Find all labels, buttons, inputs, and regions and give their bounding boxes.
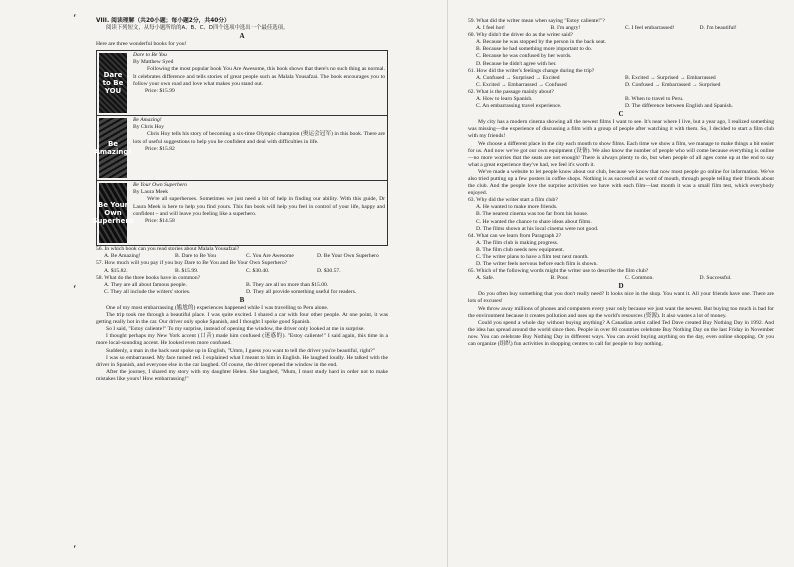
book-entry <box>92 180 387 245</box>
book-description: Following the most popular book You Are Awesome, this book shows that there's no such thing as normal. It celebrates difference and tells stories of great people such as Malala Yousafzai. The book encourages you to follow your own road and love what makes you stand out. <box>133 66 385 87</box>
option-a[interactable]: A. Confused → Surprised → Excited <box>476 74 560 81</box>
question-stem: 62. What is the passage mainly about? <box>468 88 554 95</box>
right-column <box>468 18 774 348</box>
passage-paragraph: Could you spend a whole day without buying anything? A Canadian artist called Ted Dave created Buy Nothing Day in 1992. And the idea has spread around the world since then. People in over 60 countries celebrate Buy Nothing Day on the last Friday in November now. You can celebrate Buy Nothing Day in different ways. You can avoid buying anything on the day, even online shopping. Or you can organize (组织) fun activities in shopping centres to call for people to buy nothing. <box>468 319 774 348</box>
option-b[interactable]: B. The nearest cinema was too far from his house. <box>476 211 589 218</box>
book-entry <box>97 51 387 115</box>
question-stem: 60. Why didn't the driver do as the writer said? <box>468 32 573 39</box>
book-price: Price: $14.58 <box>145 217 175 224</box>
option-a[interactable]: A. The film club is making progress. <box>476 239 559 246</box>
margin-mark-top: ‘ <box>73 12 77 25</box>
book-description: Chris Hoy tells his story of becoming a six-time Olympic champion (奥运会冠军) in this book. There are lots of useful suggestions to help you be confident and deal with difficulties in life. <box>133 131 385 145</box>
question-options <box>476 96 774 110</box>
option-d[interactable]: D. The writer feels nervous before each film is shown. <box>476 261 598 268</box>
passage-paragraph: We've made a website to let people know about our club, because we know that now most people go online for information. We've also tried putting up a few posters in coffee shops. Nothing is as successful as word of mouth, through people telling their friends about the club. And the people love the surprise activities we have with each film—last month it was a small film test, which everybody enjoyed. <box>468 168 774 197</box>
option-d[interactable]: D. $30.57. <box>317 267 341 274</box>
question-58 <box>96 275 388 296</box>
section-instruction: 阅读下列短文，从每小题所给的A、B、C、D四个选项中选出一个最佳选项。 <box>106 25 289 32</box>
option-a[interactable]: A. $15.82. <box>104 267 128 274</box>
option-b[interactable]: B. When to travel to Peru. <box>625 96 684 103</box>
question-stem: 58. What do the three books have in common? <box>96 274 201 281</box>
question-56 <box>96 246 388 260</box>
option-c[interactable]: C. They all include the writers' stories. <box>104 288 191 295</box>
option-b[interactable]: B. Excited → Surprised → Embarrassed <box>625 74 716 81</box>
question-stem: 57. How much will you pay if you buy Dare to Be You and Be Your Own Superhero? <box>96 260 288 267</box>
margin-mark-bottom: ‘ <box>73 543 77 556</box>
section-heading: VIII. 阅读理解（共20小题；每小题2分，共40分） <box>96 18 230 24</box>
question-57 <box>96 260 388 274</box>
option-c[interactable]: C. An embarrassing travel experience. <box>476 103 562 110</box>
book-cover-image: Be Amazing! <box>99 118 127 178</box>
book-info <box>131 116 387 180</box>
option-a[interactable]: A. Because he was stopped by the person in the back seat. <box>476 39 607 46</box>
passage-a-intro: Here are three wonderful books for you! <box>96 41 187 48</box>
option-a[interactable]: A. He wanted to make more friends. <box>476 204 558 211</box>
option-d[interactable]: D. The films shown at his local cinema were not good. <box>476 225 599 232</box>
option-d[interactable]: D. Successful. <box>699 275 732 282</box>
option-c[interactable]: C. Because he was confused by her words. <box>476 53 572 60</box>
option-b[interactable]: B. Dare to Be You <box>175 253 217 260</box>
book-author: By Laura Meek <box>133 189 169 196</box>
passage-c-body <box>468 119 774 197</box>
passage-d-body <box>468 291 774 348</box>
passage-b-body <box>96 305 388 383</box>
option-b[interactable]: B. I'm angry! <box>550 25 581 32</box>
question-stem: 64. What can we learn from Paragraph 2? <box>468 232 562 239</box>
question-61 <box>468 68 774 89</box>
question-stem: 63. Why did the writer start a film club? <box>468 197 558 204</box>
passage-b-letter: B <box>239 295 245 304</box>
option-c[interactable]: C. I feel embarrassed! <box>625 25 675 32</box>
book-entry <box>94 115 387 180</box>
option-d[interactable]: D. Be Your Own Superhero <box>317 253 379 260</box>
book-description: We're all superheroes. Sometimes we just need a bit of help in finding our ability. With this guide, Dr Laura Meek is here to help you find yours. This fun book will help you feel in control of your life, happy and confident – and will leave you feeling like a superhero. <box>133 196 385 217</box>
option-b[interactable]: B. The film club needs new equipment. <box>476 246 565 253</box>
option-a[interactable]: A. How to learn Spanish. <box>476 96 533 103</box>
book-title: Dare to Be You <box>133 52 167 59</box>
passage-a-letter: A <box>239 32 245 41</box>
option-a[interactable]: A. Be Amazing! <box>104 253 141 260</box>
option-d[interactable]: D. The difference between English and Spanish. <box>625 103 733 110</box>
question-options <box>476 75 774 89</box>
book-info <box>131 181 387 245</box>
option-d[interactable]: D. I'm beautiful! <box>699 25 737 32</box>
page-fold-line <box>447 0 448 567</box>
book-table <box>92 50 388 246</box>
option-c[interactable]: C. Excited → Embarrassed → Confused <box>476 81 567 88</box>
passage-paragraph: The trip took me through a beautiful place. I was quite excited. I shared a car with four other people. At one point, it was getting really hot in the car. Our driver only spoke Spanish, and I thought I spoke good Spanish. <box>96 312 388 326</box>
question-59 <box>468 18 774 32</box>
option-c[interactable]: C. The writer plans to have a film test next month. <box>476 254 589 260</box>
question-stem: 59. What did the writer mean when saying "Estoy caliente!"? <box>468 18 605 24</box>
option-a[interactable]: A. They are all about famous people. <box>104 281 187 288</box>
option-b[interactable]: B. $15.99. <box>175 267 199 274</box>
book-title: Be Amazing! <box>133 117 162 124</box>
question-options <box>476 275 774 282</box>
passage-d-letter: D <box>618 282 624 291</box>
book-info <box>131 51 387 115</box>
option-a[interactable]: A. Safe. <box>476 275 495 282</box>
option-c[interactable]: C. Common. <box>625 275 654 282</box>
book-price: Price: $15.99 <box>145 87 175 94</box>
option-c[interactable]: C. $30.40. <box>246 267 270 274</box>
option-b[interactable]: B. They are all no more than $15.00. <box>246 281 329 288</box>
book-title: Be Your Own Superhero <box>133 182 188 189</box>
book-cover-image: Dare to Be YOU <box>99 53 127 113</box>
question-options <box>476 25 774 32</box>
question-65 <box>468 268 774 282</box>
option-d[interactable]: D. Confused → Embarrassed → Surprised <box>625 81 721 88</box>
question-options <box>104 282 388 296</box>
option-c[interactable]: C. You Are Awesome <box>246 253 294 260</box>
passage-paragraph: Do you often buy something that you don't really need? It looks nice in the shop. You want it. All your friends have one. There are lots of excuses! <box>468 291 774 305</box>
book-author: By Chris Hoy <box>133 124 165 131</box>
question-64 <box>468 233 774 268</box>
passage-paragraph: I was so embarrassed. My face turned red. I explained what I meant to him in English. He laughed loudly. He talked with the driver in Spanish, and everyone else in the car laughed. Of course, the driver opened the window in the end. <box>96 354 388 368</box>
question-stem: 65. Which of the following words might the writer use to describe the film club? <box>468 268 649 275</box>
passage-paragraph: After the journey, I shared my story with my daughter Helen. She laughed, "Mum, I must study hard in order not to make mistakes like yours! How embarrassing!" <box>96 368 388 382</box>
option-d[interactable]: D. Because he didn't agree with her. <box>476 60 557 67</box>
option-b[interactable]: B. Because he had something more important to do. <box>476 46 593 53</box>
book-price: Price: $15.82 <box>145 145 175 152</box>
passage-paragraph: We choose a different place in the city each month to show films. Each time we show a film, we manage to make things a bit easier for us. And now we've got our own equipment (设备). We also know the number of people who will come because everything is online—no more worries that the seats are not enough! There is always plenty to do, but when people of all ages come up at the end to say what a great experience they've had, we feel it's worth it. <box>468 140 774 168</box>
left-column <box>92 18 388 383</box>
passage-paragraph: One of my most embarrassing (尴尬的) experiences happened while I was travelling to Peru alone. <box>106 304 329 311</box>
passage-paragraph: Suddenly, a man in the back seat spoke up in English, "Umm, I guess you want to tell the driver you're beautiful, right?" <box>106 347 375 354</box>
passage-paragraph: We throw away millions of phones and computers every year only because we just want the newest. But buying too much is bad for the environment because it creates pollution and uses up the world's resources (资源). It also wastes a lot of money. <box>468 305 774 319</box>
passage-paragraph: So I said, "Estoy caliente!" To my surprise, instead of opening the window, the driver only looked at me in surprise. <box>106 326 365 333</box>
question-60 <box>468 32 774 67</box>
question-stem: 56. In which book can you read stories about Malala Yousafzai? <box>96 246 240 253</box>
margin-mark-middle: ‘ <box>73 283 77 296</box>
passage-c-letter: C <box>618 110 624 119</box>
passage-paragraph: My city has a modern cinema showing all the newest films I want to see. It's near where I live, but a year ago, I realized something was missing—the experience of discussing a film with a group of people after watching it with them. So, I decided to start a film club with my friends! <box>468 119 774 140</box>
question-62 <box>468 89 774 110</box>
book-cover-image: Be Your Own Superhero <box>99 183 127 243</box>
option-a[interactable]: A. I feel hot! <box>476 25 505 32</box>
book-author: By Matthew Syed <box>133 59 174 66</box>
question-stem: 61. How did the writer's feelings change during the trip? <box>468 67 595 74</box>
question-63 <box>468 197 774 232</box>
option-c[interactable]: C. He wanted the chance to share ideas about films. <box>476 218 592 225</box>
question-options <box>104 268 388 275</box>
passage-paragraph: I thought perhaps my New York accent (口音) made him confused (迷惑的). "Estoy caliente!" I said again, this time in a more local-sounding accent. He looked even more confused. <box>96 333 388 347</box>
option-b[interactable]: B. Poor. <box>550 275 569 282</box>
option-d[interactable]: D. They all provide something useful for readers. <box>246 288 357 295</box>
